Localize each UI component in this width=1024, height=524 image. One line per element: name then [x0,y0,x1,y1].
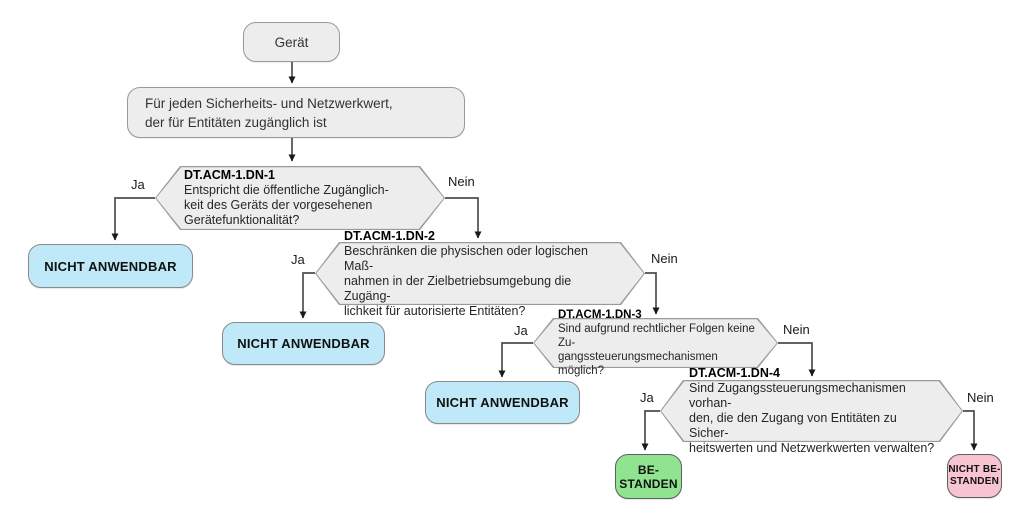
decision-dn3-id: DT.ACM-1.DN-3 [558,309,642,321]
connector-dn3-ja [502,343,533,377]
node-start-geraet [243,22,340,62]
decision-dn2: DT.ACM-1.DN-2 Beschränken die physischen oder logischen Maß- nahmen in der Zielbetriebsumgebung die Zugäng- lichkeit für autorisierte Entitäten? [315,242,645,305]
outcome-failed: NICHT BE- STANDEN [947,454,1002,498]
label-ja-dn4: Ja [640,390,654,405]
outcome-not-applicable-1: NICHT ANWENDBAR [28,244,193,288]
label-nein-dn1: Nein [448,174,475,189]
connector-dn2-ja [303,273,315,318]
outcome-not-applicable-3: NICHT ANWENDBAR [425,381,580,424]
connector-dn4-ja [645,411,660,450]
label-nein-dn3: Nein [783,322,810,337]
decision-dn2-id: DT.ACM-1.DN-2 [344,228,435,243]
connector-dn1-ja [115,198,155,240]
label-ja-dn3: Ja [514,323,528,338]
node-start-label: Gerät [274,34,309,50]
node-process-text: Für jeden Sicherheits- und Netzwerkwert, der für Entitäten zugänglich ist [145,95,393,130]
decision-dn3: DT.ACM-1.DN-3 Sind aufgrund rechtlicher Folgen keine Zu- gangssteuerungsmechanismen möglich? [533,318,778,368]
decision-dn1: DT.ACM-1.DN-1 Entspricht die öffentliche Zugänglich- keit des Geräts der vorgesehenen Gerätefunktionalität? [155,166,445,230]
outcome-passed: BE- STANDEN [615,454,682,499]
connector-dn4-nein [963,411,974,450]
decision-dn4: DT.ACM-1.DN-4 Sind Zugangssteuerungsmechanismen vorhan- den, die den Zugang von Entitäten zu Sicher- heitswerten und Netzwerkwerten verwalten? [660,380,963,442]
node-process-scope [127,87,465,138]
label-ja-dn2: Ja [291,252,305,267]
label-nein-dn4: Nein [967,390,994,405]
decision-dn1-id: DT.ACM-1.DN-1 [184,168,275,182]
outcome-not-applicable-2: NICHT ANWENDBAR [222,322,385,365]
decision-dn4-id: DT.ACM-1.DN-4 [689,366,780,380]
label-ja-dn1: Ja [131,177,145,192]
label-nein-dn2: Nein [651,251,678,266]
